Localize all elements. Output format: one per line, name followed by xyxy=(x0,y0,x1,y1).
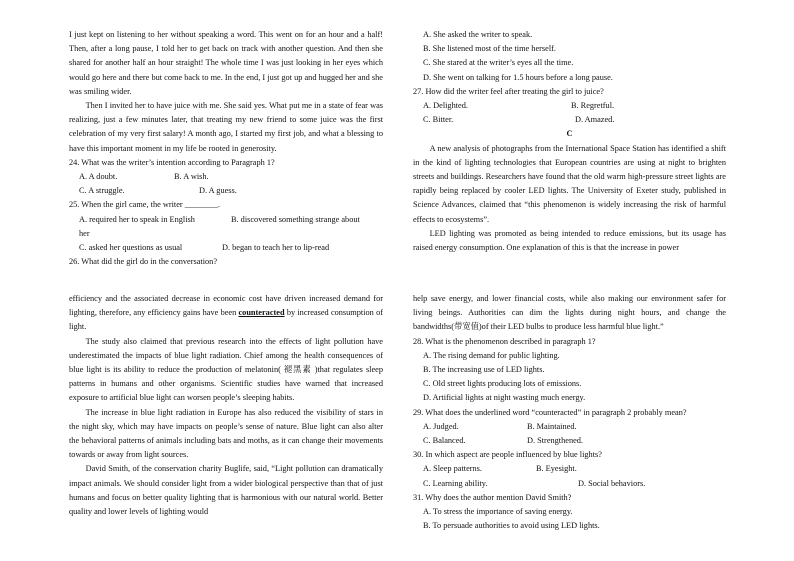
option-26-d: D. She went on talking for 1.5 hours before a long pause. xyxy=(423,72,613,82)
paragraph-text-post: by increased consumption of light. xyxy=(69,308,383,332)
section-c-heading: C xyxy=(566,129,573,139)
question-29-options-cd xyxy=(413,434,726,448)
left-column-bottom xyxy=(69,292,383,519)
question-30: 30. In which aspect are people influenced by blue lights? xyxy=(413,450,602,460)
question-29-options-ab xyxy=(413,420,726,434)
passage-c-paragraph-1: A new analysis of photographs from the International Space Station has identified a shift in the kind of lighting technologies that European countries are using at night to brighten streets and buildings. Researchers have found that the old warm high-pressure street lights are rapidly being replaced by cooler LED lights. The University of Exeter study, published in Science Advances, claimed that “this phenomenon is widely increasing the risk of harmful effects to ecosystems”. xyxy=(413,143,726,224)
option-25-d: D. began to teach her to lip-read xyxy=(222,243,330,253)
left-column-top xyxy=(69,28,383,269)
option-29-b: B. Maintained. xyxy=(527,421,577,431)
question-27-options-cd xyxy=(413,113,726,127)
passage-c-paragraph-2: LED lighting was promoted as being intended to reduce emissions, but its usage has raised energy consumption. One explanation of this is that the increase in power xyxy=(413,228,726,253)
option-24-c: C. A struggle. xyxy=(79,186,125,196)
paragraph-text-pre: efficiency and the associated decrease in economic cost have driven increased demand for lighting, therefore, any efficiency gains have been xyxy=(69,294,383,318)
question-25-options-cd xyxy=(69,241,383,255)
passage-c-paragraph-5: David Smith, of the conservation charity Buglife, said, “Light pollution can dramatically impact animals. We should consider light from a wider biological perspective than that of just humans and focus on better quality lighting that is harmonious with our natural world. Better quality and lower levels of lighting would xyxy=(69,464,383,517)
option-25-a: A. required her to speak in English xyxy=(79,214,195,224)
option-30-d: D. Social behaviors. xyxy=(578,478,646,488)
option-25-c: C. asked her questions as usual xyxy=(79,243,183,253)
option-24-b: B. A wish. xyxy=(174,172,209,182)
option-27-b: B. Regretful. xyxy=(571,101,615,111)
option-29-a: A. Judged. xyxy=(423,421,459,431)
option-27-c: C. Bitter. xyxy=(423,115,454,125)
question-27: 27. How did the writer feel after treating the girl to juice? xyxy=(413,86,604,96)
question-25-options-ab xyxy=(69,213,383,227)
question-24: 24. What was the writer’s intention according to Paragraph 1? xyxy=(69,157,275,167)
option-30-c: C. Learning ability. xyxy=(423,478,488,488)
option-26-b: B. She listened most of the time herself. xyxy=(423,44,556,54)
option-30-a: A. Sleep patterns. xyxy=(423,464,482,474)
question-30-options-ab xyxy=(413,462,726,476)
option-28-d: D. Artificial lights at night wasting much energy. xyxy=(423,393,586,403)
option-31-b: B. To persuade authorities to avoid using LED lights. xyxy=(423,521,600,531)
question-29: 29. What does the underlined word “counteracted” in paragraph 2 probably mean? xyxy=(413,407,687,417)
question-27-options-ab xyxy=(413,99,726,113)
option-30-b: B. Eyesight. xyxy=(536,464,577,474)
passage-c-paragraph-5-cont: help save energy, and lower financial costs, while also making our environment safer for living beings. Authorities can dim the lights during night hours, and change the bandwidths(带宽值)of their LED bulbs to produce less harmful blue light.” xyxy=(413,294,726,332)
option-25-b: B. discovered something strange about xyxy=(231,214,360,224)
question-24-options-cd xyxy=(69,184,383,198)
right-column-top xyxy=(413,28,726,255)
option-27-d: D. Amazed. xyxy=(575,115,615,125)
option-28-a: A. The rising demand for public lighting. xyxy=(423,350,560,360)
option-28-b: B. The increasing use of LED lights. xyxy=(423,365,545,375)
story-paragraph-2: Then I invited her to have juice with me. She said yes. What put me in a state of fear was realizing, just a few minutes later, that treating my new friend to some juice was the first celebration of my very first salary! A month ago, I started my first job, and what a blessing to have this important moment in my life be rooted in generosity. xyxy=(69,101,383,153)
option-24-d: D. A guess. xyxy=(199,186,237,196)
underlined-word: counteracted xyxy=(238,308,285,318)
question-24-options-ab xyxy=(69,170,383,184)
option-26-a: A. She asked the writer to speak. xyxy=(423,30,533,39)
question-26: 26. What did the girl do in the conversation? xyxy=(69,257,218,267)
option-29-d: D. Strengthened. xyxy=(527,436,583,446)
option-25-b-continued: her xyxy=(79,228,90,238)
option-26-c: C. She stared at the writer’s eyes all the time. xyxy=(423,58,574,68)
story-paragraph-1: I just kept on listening to her without speaking a word. This went on for an hour and a half! Then, after a long pause, I told her to get back on track with another question. And then she shared for another half an hour straight! The whole time I was just looking in her eyes which would go here and there but come back to me. In the end, I just got up and hugged her and she was smiling wider. xyxy=(69,30,383,96)
option-28-c: C. Old street lights producing lots of emissions. xyxy=(423,379,582,389)
question-30-options-cd xyxy=(413,477,726,491)
right-column-bottom xyxy=(413,292,726,533)
question-31: 31. Why does the author mention David Smith? xyxy=(413,492,572,502)
option-29-c: C. Balanced. xyxy=(423,436,466,446)
passage-c-paragraph-3: The study also claimed that previous research into the effects of light pollution have underestimated the impacts of blue light radiation. Chief among the health consequences of blue light is its ability to reduce the production of melatonin( 褪黑素 )that regulates sleep patterns in humans and other organisms. Scientific studies have warned that increased exposure to artificial blue light can worsen people’s sleeping habits. xyxy=(69,336,383,403)
question-25: 25. When the girl came, the writer ________. xyxy=(69,200,220,210)
option-31-a: A. To stress the importance of saving energy. xyxy=(423,507,573,517)
passage-c-paragraph-2-cont xyxy=(69,292,383,335)
option-24-a: A. A doubt. xyxy=(79,172,118,182)
passage-c-paragraph-4: The increase in blue light radiation in Europe has also reduced the visibility of stars in the night sky, which may have impacts on people’s sense of nature. Blue light can also alter the behavioral patterns of animals including bats and moths, as it can change their movements towards or away from light sources. xyxy=(69,407,383,460)
question-28: 28. What is the phenomenon described in paragraph 1? xyxy=(413,336,596,346)
option-27-a: A. Delighted. xyxy=(423,101,468,111)
